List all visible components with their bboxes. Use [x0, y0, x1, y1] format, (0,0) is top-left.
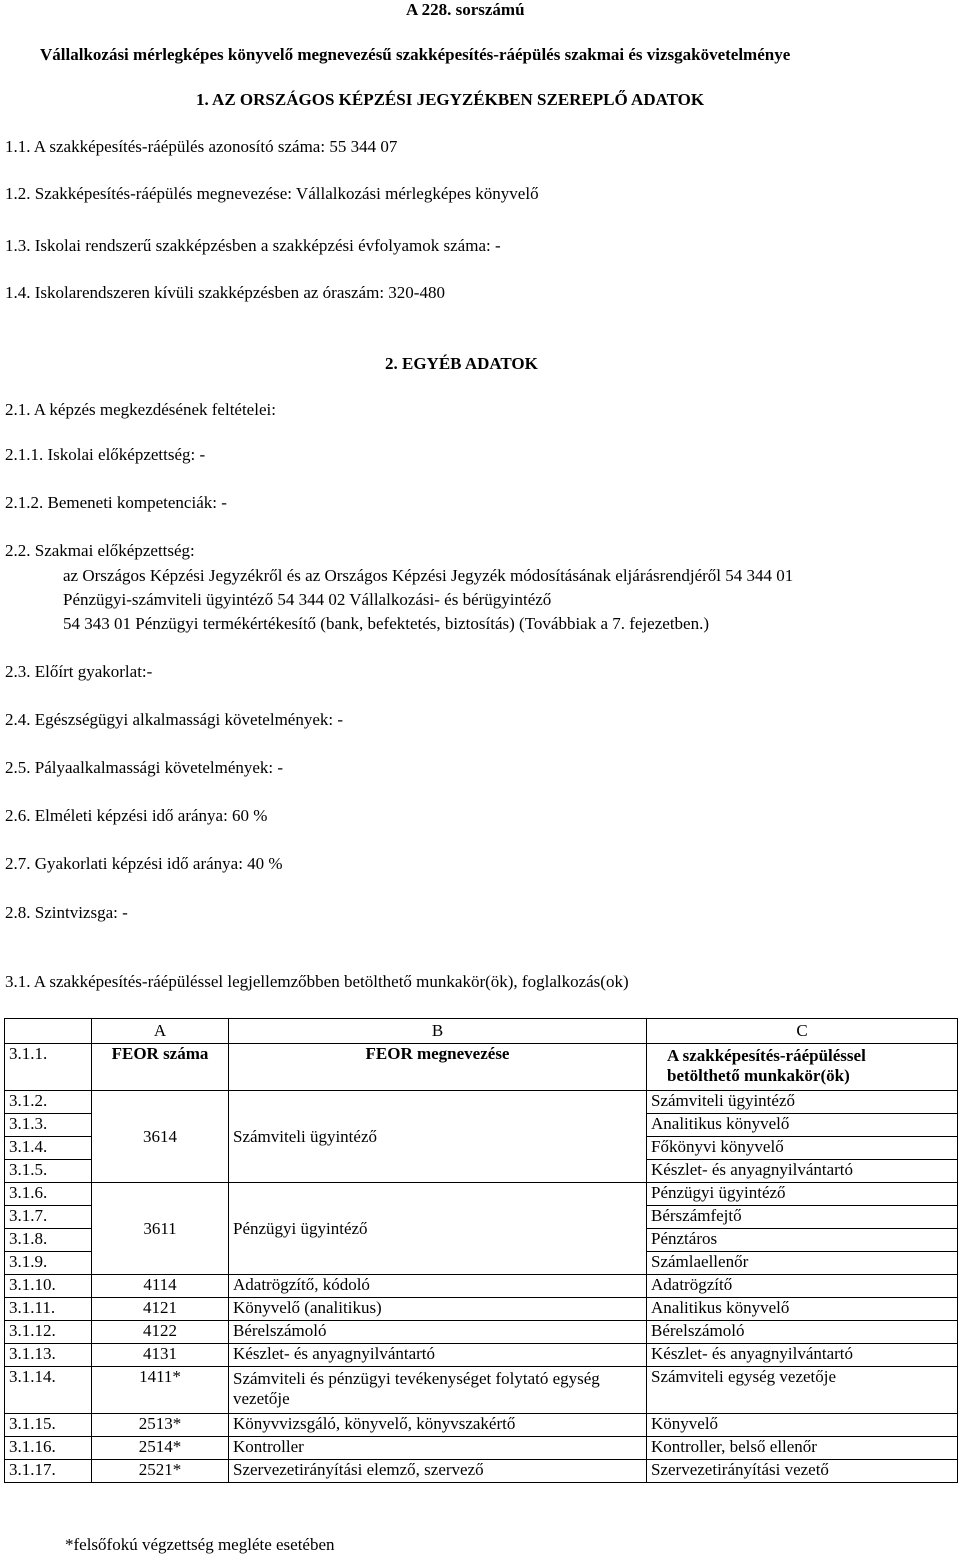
feor-name-cell: Kontroller	[229, 1437, 647, 1460]
feor-name-cell: Számviteli ügyintéző	[229, 1091, 647, 1183]
column-letter-c: C	[647, 1019, 958, 1044]
job-cell: Adatrögzítő	[647, 1275, 958, 1298]
row-id: 3.1.2.	[5, 1091, 92, 1114]
job-cell: Számlaellenőr	[647, 1252, 958, 1275]
feor-number-cell: 3614	[92, 1091, 229, 1183]
job-cell: Bérelszámoló	[647, 1321, 958, 1344]
row-id: 3.1.16.	[5, 1437, 92, 1460]
section1-item: 1.3. Iskolai rendszerű szakképzésben a szakképzési évfolyamok száma: -	[5, 236, 501, 255]
row-id: 3.1.5.	[5, 1160, 92, 1183]
row-id: 3.1.17.	[5, 1460, 92, 1483]
item-2-7: 2.7. Gyakorlati képzési idő aránya: 40 %	[5, 854, 283, 873]
item-2-2-line: 54 343 01 Pénzügyi termékértékesítő (bank, befektetés, biztosítás) (Továbbiak a 7. fejezetben.)	[63, 614, 709, 633]
row-id: 3.1.13.	[5, 1344, 92, 1367]
job-cell: Analitikus könyvelő	[647, 1114, 958, 1137]
header-feor-number: FEOR száma	[92, 1044, 229, 1091]
section1-item: 1.2. Szakképesítés-ráépülés megnevezése: Vállalkozási mérlegképes könyvelő	[5, 184, 539, 203]
section1-heading: 1. AZ ORSZÁGOS KÉPZÉSI JEGYZÉKBEN SZEREPLŐ ADATOK	[196, 90, 705, 109]
row-id: 3.1.12.	[5, 1321, 92, 1344]
header-jobs	[647, 1044, 958, 1091]
feor-name-cell: Számviteli és pénzügyi tevékenységet folytató egység vezetője	[229, 1367, 647, 1414]
item-2-2: 2.2. Szakmai előképzettség:	[5, 541, 195, 560]
feor-number-cell: 4131	[92, 1344, 229, 1367]
job-cell: Főkönyvi könyvelő	[647, 1137, 958, 1160]
job-cell: Pénztáros	[647, 1229, 958, 1252]
row-id: 3.1.8.	[5, 1229, 92, 1252]
footnote: *felsőfokú végzettség megléte esetében	[65, 1535, 335, 1554]
job-cell: Bérszámfejtő	[647, 1206, 958, 1229]
feor-name-cell: Bérelszámoló	[229, 1321, 647, 1344]
letter-blank	[5, 1019, 92, 1044]
section1-item: 1.1. A szakképesítés-ráépülés azonosító száma: 55 344 07	[5, 137, 398, 156]
feor-number-cell: 2513*	[92, 1414, 229, 1437]
row-id: 3.1.6.	[5, 1183, 92, 1206]
section3-heading: 3.1. A szakképesítés-ráépüléssel legjellemzőbben betölthető munkakör(ök), foglalkozás(ok)	[5, 972, 629, 991]
table-row	[5, 1414, 958, 1437]
job-cell: Számviteli ügyintéző	[647, 1091, 958, 1114]
item-2-1: 2.1. A képzés megkezdésének feltételei:	[5, 400, 276, 419]
row-id: 3.1.10.	[5, 1275, 92, 1298]
feor-name-cell: Könyvvizsgáló, könyvelő, könyvszakértő	[229, 1414, 647, 1437]
table-row	[5, 1298, 958, 1321]
feor-number-cell: 4122	[92, 1321, 229, 1344]
feor-number-cell: 1411*	[92, 1367, 229, 1414]
table-row	[5, 1437, 958, 1460]
item-2-2-line: az Országos Képzési Jegyzékről és az Országos Képzési Jegyzék módosításának eljárásrendjéről 54 344 01	[63, 566, 794, 585]
feor-number-cell: 4121	[92, 1298, 229, 1321]
item-2-1-1: 2.1.1. Iskolai előképzettség: -	[5, 445, 206, 464]
row-id: 3.1.3.	[5, 1114, 92, 1137]
table-row	[5, 1183, 958, 1206]
job-cell: Szervezetirányítási vezető	[647, 1460, 958, 1483]
table-row	[5, 1344, 958, 1367]
column-letter-a: A	[92, 1019, 229, 1044]
feor-number-cell: 2521*	[92, 1460, 229, 1483]
feor-name-cell: Szervezetirányítási elemző, szervező	[229, 1460, 647, 1483]
item-2-3: 2.3. Előírt gyakorlat:-	[5, 662, 153, 681]
row-id: 3.1.4.	[5, 1137, 92, 1160]
column-letter-b: B	[229, 1019, 647, 1044]
row-id: 3.1.7.	[5, 1206, 92, 1229]
item-2-5: 2.5. Pályaalkalmassági követelmények: -	[5, 758, 284, 777]
job-cell: Kontroller, belső ellenőr	[647, 1437, 958, 1460]
job-cell: Számviteli egység vezetője	[647, 1367, 958, 1414]
occupations-table	[4, 1018, 958, 1483]
feor-name-cell: Készlet- és anyagnyilvántartó	[229, 1344, 647, 1367]
table-row	[5, 1275, 958, 1298]
feor-number-cell: 2514*	[92, 1437, 229, 1460]
header-jobs-line1: A szakképesítés-ráépüléssel	[667, 1046, 866, 1065]
table-row	[5, 1367, 958, 1414]
document-title: Vállalkozási mérlegképes könyvelő megnevezésű szakképesítés-ráépülés szakmai és vizsgakövetelménye	[40, 45, 791, 64]
row-id: 3.1.9.	[5, 1252, 92, 1275]
feor-name-cell: Adatrögzítő, kódoló	[229, 1275, 647, 1298]
header-feor-name: FEOR megnevezése	[229, 1044, 647, 1091]
row-id: 3.1.15.	[5, 1414, 92, 1437]
feor-name-cell: Pénzügyi ügyintéző	[229, 1183, 647, 1275]
table-row	[5, 1091, 958, 1114]
row-id: 3.1.14.	[5, 1367, 92, 1414]
item-2-8: 2.8. Szintvizsga: -	[5, 903, 128, 922]
section1-item: 1.4. Iskolarendszeren kívüli szakképzésben az óraszám: 320-480	[5, 283, 445, 302]
row-id: 3.1.11.	[5, 1298, 92, 1321]
job-cell: Analitikus könyvelő	[647, 1298, 958, 1321]
feor-name-cell: Könyvelő (analitikus)	[229, 1298, 647, 1321]
table-row	[5, 1321, 958, 1344]
table-row	[5, 1460, 958, 1483]
job-cell: Készlet- és anyagnyilvántartó	[647, 1344, 958, 1367]
document-number: A 228. sorszámú	[406, 0, 525, 19]
item-2-2-line: Pénzügyi-számviteli ügyintéző 54 344 02 Vállalkozási- és bérügyintéző	[63, 590, 552, 609]
job-cell: Könyvelő	[647, 1414, 958, 1437]
item-2-4: 2.4. Egészségügyi alkalmassági követelmények: -	[5, 710, 344, 729]
feor-number-cell: 3611	[92, 1183, 229, 1275]
item-2-6: 2.6. Elméleti képzési idő aránya: 60 %	[5, 806, 268, 825]
feor-number-cell: 4114	[92, 1275, 229, 1298]
item-2-1-2: 2.1.2. Bemeneti kompetenciák: -	[5, 493, 227, 512]
job-cell: Készlet- és anyagnyilvántartó	[647, 1160, 958, 1183]
header-jobs-line2: betölthető munkakör(ök)	[667, 1066, 850, 1085]
job-cell: Pénzügyi ügyintéző	[647, 1183, 958, 1206]
section2-heading: 2. EGYÉB ADATOK	[385, 354, 538, 373]
header-row-id: 3.1.1.	[5, 1044, 92, 1091]
